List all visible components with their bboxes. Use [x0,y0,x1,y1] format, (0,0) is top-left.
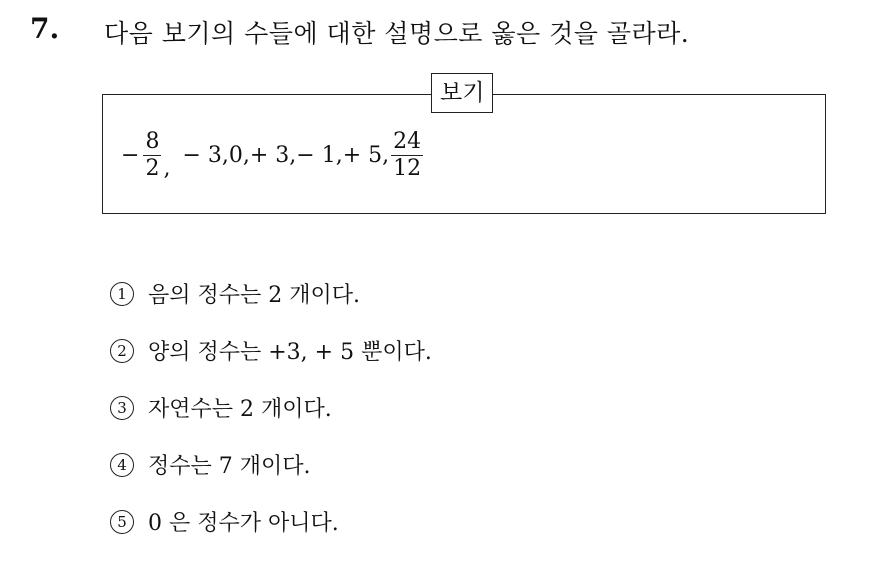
fraction-item [121,129,170,182]
question-number: 7. [30,12,60,45]
number-item: + 5, [342,142,390,168]
answer-choices [110,278,432,563]
fraction-numerator: 24 [393,128,422,154]
fraction [143,129,161,182]
choice-number-mark: 2 [110,339,134,363]
number-item: 0, [228,142,250,168]
fraction-suffix: , [163,155,171,181]
fraction-numerator: 8 [145,128,160,154]
fraction-denominator: 2 [145,155,160,181]
choice-3[interactable] [110,392,432,449]
choice-text: 정수는 7 개이다. [148,454,311,479]
example-box-title: 보기 [431,73,493,113]
fraction-denominator: 12 [393,155,422,181]
question-text: 다음 보기의 수들에 대한 설명으로 옳은 것을 골라라. [104,19,690,48]
choice-text: 양의 정수는 +3, + 5 뿐이다. [148,340,432,365]
choice-5[interactable] [110,506,432,563]
number-item: − 1, [296,142,343,168]
fraction-sign: − [121,142,140,168]
choice-text: 음의 정수는 2 개이다. [148,283,360,308]
choice-number-mark: 3 [110,396,134,420]
choice-number-mark: 1 [110,282,134,306]
choice-text: 자연수는 2 개이다. [148,397,332,422]
choice-1[interactable] [110,278,432,335]
choice-4[interactable] [110,449,432,506]
choice-number-mark: 5 [110,510,134,534]
choice-text: 0 은 정수가 아니다. [148,511,339,536]
choice-number-mark: 4 [110,453,134,477]
number-item: − 3, [182,142,229,168]
choice-2[interactable] [110,335,432,392]
number-item: + 3, [249,142,297,168]
fraction-item [389,129,425,182]
fraction [391,129,423,182]
example-box [102,80,826,214]
example-number-list [121,125,437,185]
